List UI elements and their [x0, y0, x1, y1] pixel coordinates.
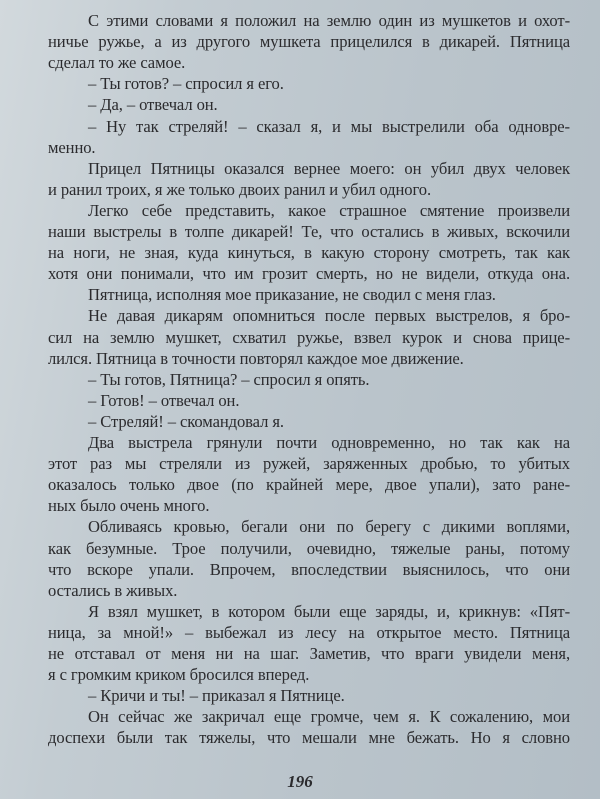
text-line: на ноги, не зная, куда кинуться, в какую сторону смотреть, так как — [48, 243, 570, 263]
text-line: не отставал от меня ни на шаг. Заметив, что враги увидели меня, — [48, 644, 570, 663]
text-line: Прицел Пятницы оказался вернее моего: он убил двух человек — [88, 158, 570, 178]
text-line: – Да, – отвечал он. — [88, 95, 218, 115]
text-line: лился. Пятница в точности повторял каждое мое движение. — [48, 348, 464, 368]
text-line: – Ну так стреляй! – сказал я, и мы выстрелили оба одновре- — [88, 116, 570, 136]
text-line: Легко себе представить, какое страшное смятение произвели — [88, 200, 570, 220]
text-line: – Стреляй! – скомандовал я. — [88, 411, 284, 431]
text-line: – Кричи и ты! – приказал я Пятнице. — [88, 686, 345, 706]
text-line: ных было очень много. — [48, 496, 210, 516]
text-line: я с громким криком бросился вперед. — [48, 665, 310, 685]
text-line: сил на землю мушкет, схватил ружье, взвел курок и снова прице- — [48, 327, 570, 347]
text-line: остались в живых. — [48, 580, 178, 600]
text-line: С этими словами я положил на землю один из мушкетов и охот- — [88, 11, 570, 30]
text-line: – Ты готов, Пятница? – спросил я опять. — [88, 369, 370, 389]
text-line: ничье ружье, а из другого мушкета прицелился в дикарей. Пятница — [48, 32, 570, 52]
text-line: Обливаясь кровью, бегали они по берегу с дикими воплями, — [88, 517, 570, 537]
text-line: этот раз мы стреляли из ружей, заряженных дробью, то убитых — [48, 454, 570, 474]
page-number: 196 — [287, 772, 313, 791]
text-line: сделал то же самое. — [48, 53, 186, 73]
text-line: как безумные. Трое получили, очевидно, тяжелые раны, потому — [48, 538, 570, 558]
text-line: менно. — [48, 137, 96, 157]
text-line: Я взял мушкет, в котором были еще заряды, и, крикнув: «Пят- — [88, 601, 570, 621]
text-line: – Ты готов? – спросил я его. — [88, 74, 284, 94]
text-line: и ранил троих, я же только двоих ранил и убил одного. — [48, 179, 432, 199]
text-line: Два выстрела грянули почти одновременно, но так как на — [88, 433, 570, 452]
text-line: что вскоре упали. Впрочем, впоследствии выяснилось, что они — [48, 559, 570, 579]
text-line: Пятница, исполняя мое приказание, не сводил с меня глаз. — [88, 285, 496, 305]
text-line: – Готов! – отвечал он. — [88, 390, 240, 410]
text-line: Он сейчас же закричал еще громче, чем я. К сожалению, мои — [88, 707, 570, 727]
text-line: оказалось только двое (по крайней мере, двое упали), зато ране- — [48, 475, 570, 495]
text-line: ница, за мной!» – выбежал из лесу на открытое место. Пятница — [48, 622, 570, 642]
text-line: доспехи были так тяжелы, что мешали мне бежать. Но я словно — [48, 728, 570, 748]
text-line: Не давая дикарям опомниться после первых выстрелов, я бро- — [88, 306, 570, 326]
text-line: хотя они понимали, что им грозит смерть, но не видели, откуда она. — [48, 264, 570, 284]
text-line: наши выстрелы в толпе дикарей! Те, что остались в живых, вскочили — [48, 222, 570, 241]
